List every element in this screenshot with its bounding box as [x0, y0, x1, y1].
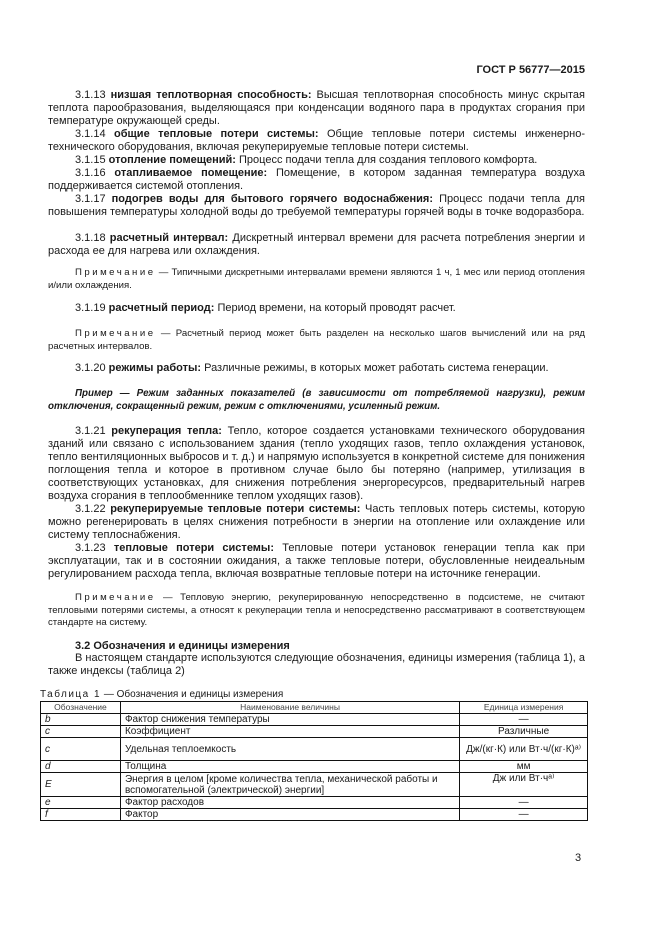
header-symbol: Обозначение — [41, 702, 121, 714]
cell-name: Толщина — [120, 761, 459, 773]
cell-unit: Дж или Вт·чᵃ⁾ — [460, 773, 588, 797]
definition-3-1-19: 3.1.19 расчетный период: Период времени, на который проводят расчет. — [75, 302, 456, 314]
table-row — [41, 738, 588, 761]
cell-symbol: b — [41, 714, 121, 726]
definition-3-1-17: 3.1.17 подогрев воды для бытового горячего водоснабжения: Процесс подачи тепла для повышения температуры холодной воды до требуемой температуры горячей воды в точке водоразбора. — [48, 193, 585, 218]
table-row — [41, 761, 588, 773]
cell-name: Удельная теплоемкость — [120, 738, 459, 761]
cell-unit: Различные — [460, 726, 588, 738]
definition-3-1-20: 3.1.20 режимы работы: Различные режимы, в которых может работать система генерации. — [75, 362, 549, 374]
cell-name: Фактор снижения температуры — [120, 714, 459, 726]
table-row — [41, 726, 588, 738]
cell-name: Фактор — [120, 809, 459, 821]
cell-unit: — — [460, 797, 588, 809]
table-caption: Таблица 1 — Обозначения и единицы измерения — [40, 689, 284, 700]
table-row — [41, 797, 588, 809]
definition-3-1-18: 3.1.18 расчетный интервал: Дискретный интервал времени для расчета потребления энергии и расхода ее для нагрева или охлаждения. — [48, 232, 585, 257]
note-1: Примечание — Типичными дискретными интервалами времени являются 1 ч, 1 мес или период отопления и/или охлаждения. — [48, 267, 585, 291]
definition-3-1-15: 3.1.15 отопление помещений: Процесс подачи тепла для создания теплового комфорта. — [75, 154, 538, 166]
cell-unit: Дж/(кг·К) или Вт·ч/(кг·К)ᵃ⁾ — [460, 738, 588, 761]
header-unit: Единица измерения — [460, 702, 588, 714]
cell-unit: — — [460, 714, 588, 726]
section-text: В настоящем стандарте используются следующие обозначения, единицы измерения (таблица 1), а также индексы (таблица 2) — [48, 652, 586, 677]
section-3-2 — [48, 640, 585, 678]
cell-symbol: e — [41, 797, 121, 809]
cell-symbol: c — [41, 738, 121, 761]
definition-3-1-14: 3.1.14 общие тепловые потери системы: Общие тепловые потери системы инженерно-технического оборудования, включая рекуперируемые тепловые потери системы. — [48, 128, 585, 153]
definition-3-1-21: 3.1.21 рекуперация тепла: Тепло, которое создается установками технического оборудования зданий или связано с использованием здания (тепло уходящих газов, тепло охлаждения установок, тепло вентиляционных выбросов и т. д.) и напрямую используется в конкретной системе для понижения поглощения тепла и которое в противном случае было бы потеряно (например, утилизация в соответствующих установках, для снижения потребления энергоресурсов, предварительный нагрев воздуха сгорания в теплообменнике теплом уходящих газов). — [48, 425, 585, 502]
example: Пример — Режим заданных показателей (в зависимости от потребляемой нагрузки), режим отключения, сокращенный режим, режим с отключениями, усиленный режим. — [48, 388, 585, 412]
table-row — [41, 773, 588, 797]
cell-unit: мм — [460, 761, 588, 773]
cell-name: Фактор расходов — [120, 797, 459, 809]
cell-symbol: f — [41, 809, 121, 821]
definition-3-1-22: 3.1.22 рекуперируемые тепловые потери системы: Часть тепловых потерь системы, которую можно регенерировать в целях снижения потребности в энергии на отопление или охлаждение или систему теплоснабжения. — [48, 503, 585, 541]
table-row — [41, 714, 588, 726]
cell-symbol: c — [41, 726, 121, 738]
cell-symbol: d — [41, 761, 121, 773]
cell-name: Энергия в целом [кроме количества тепла, механической работы и вспомогательной (электрической) энергии] — [120, 773, 459, 797]
table-row — [41, 809, 588, 821]
cell-symbol: E — [41, 773, 121, 797]
section-title: 3.2 Обозначения и единицы измерения — [75, 640, 290, 652]
document-id: ГОСТ Р 56777—2015 — [476, 64, 585, 76]
definition-3-1-16: 3.1.16 отапливаемое помещение: Помещение, в котором заданная температура воздуха поддерживается системой отопления. — [48, 167, 586, 192]
cell-unit: — — [460, 809, 588, 821]
cell-name: Коэффициент — [120, 726, 459, 738]
note-2: Примечание — Расчетный период может быть разделен на несколько шагов вычислений или на ряд расчетных интервалов. — [48, 328, 585, 352]
definition-3-1-13: 3.1.13 низшая теплотворная способность: Высшая теплотворная способность минус скрытая теплота парообразования, выделяющаяся при конденсации водяного пара в продуктах сгорания при температуре окружающей среды. — [48, 89, 585, 127]
table-header-row — [41, 702, 588, 714]
definition-3-1-23: 3.1.23 тепловые потери системы: Тепловые потери установок генерации тепла как при эксплуатации, так и в состоянии ожидания, а также тепловые потери, обусловленные неидеальным регулированием расхода тепла, включая возвратные тепловые потери на источнике генерации. — [48, 542, 585, 580]
symbols-table — [40, 701, 588, 821]
page-number: 3 — [575, 852, 582, 864]
note-3: Примечание — Тепловую энергию, рекуперированную непосредственно в подсистеме, не считают тепловыми потерями системы, а относят к рекуперации тепла и непосредственно рассматривают в соответствующем стандарте на систему. — [48, 592, 585, 628]
header-name: Наименование величины — [120, 702, 459, 714]
